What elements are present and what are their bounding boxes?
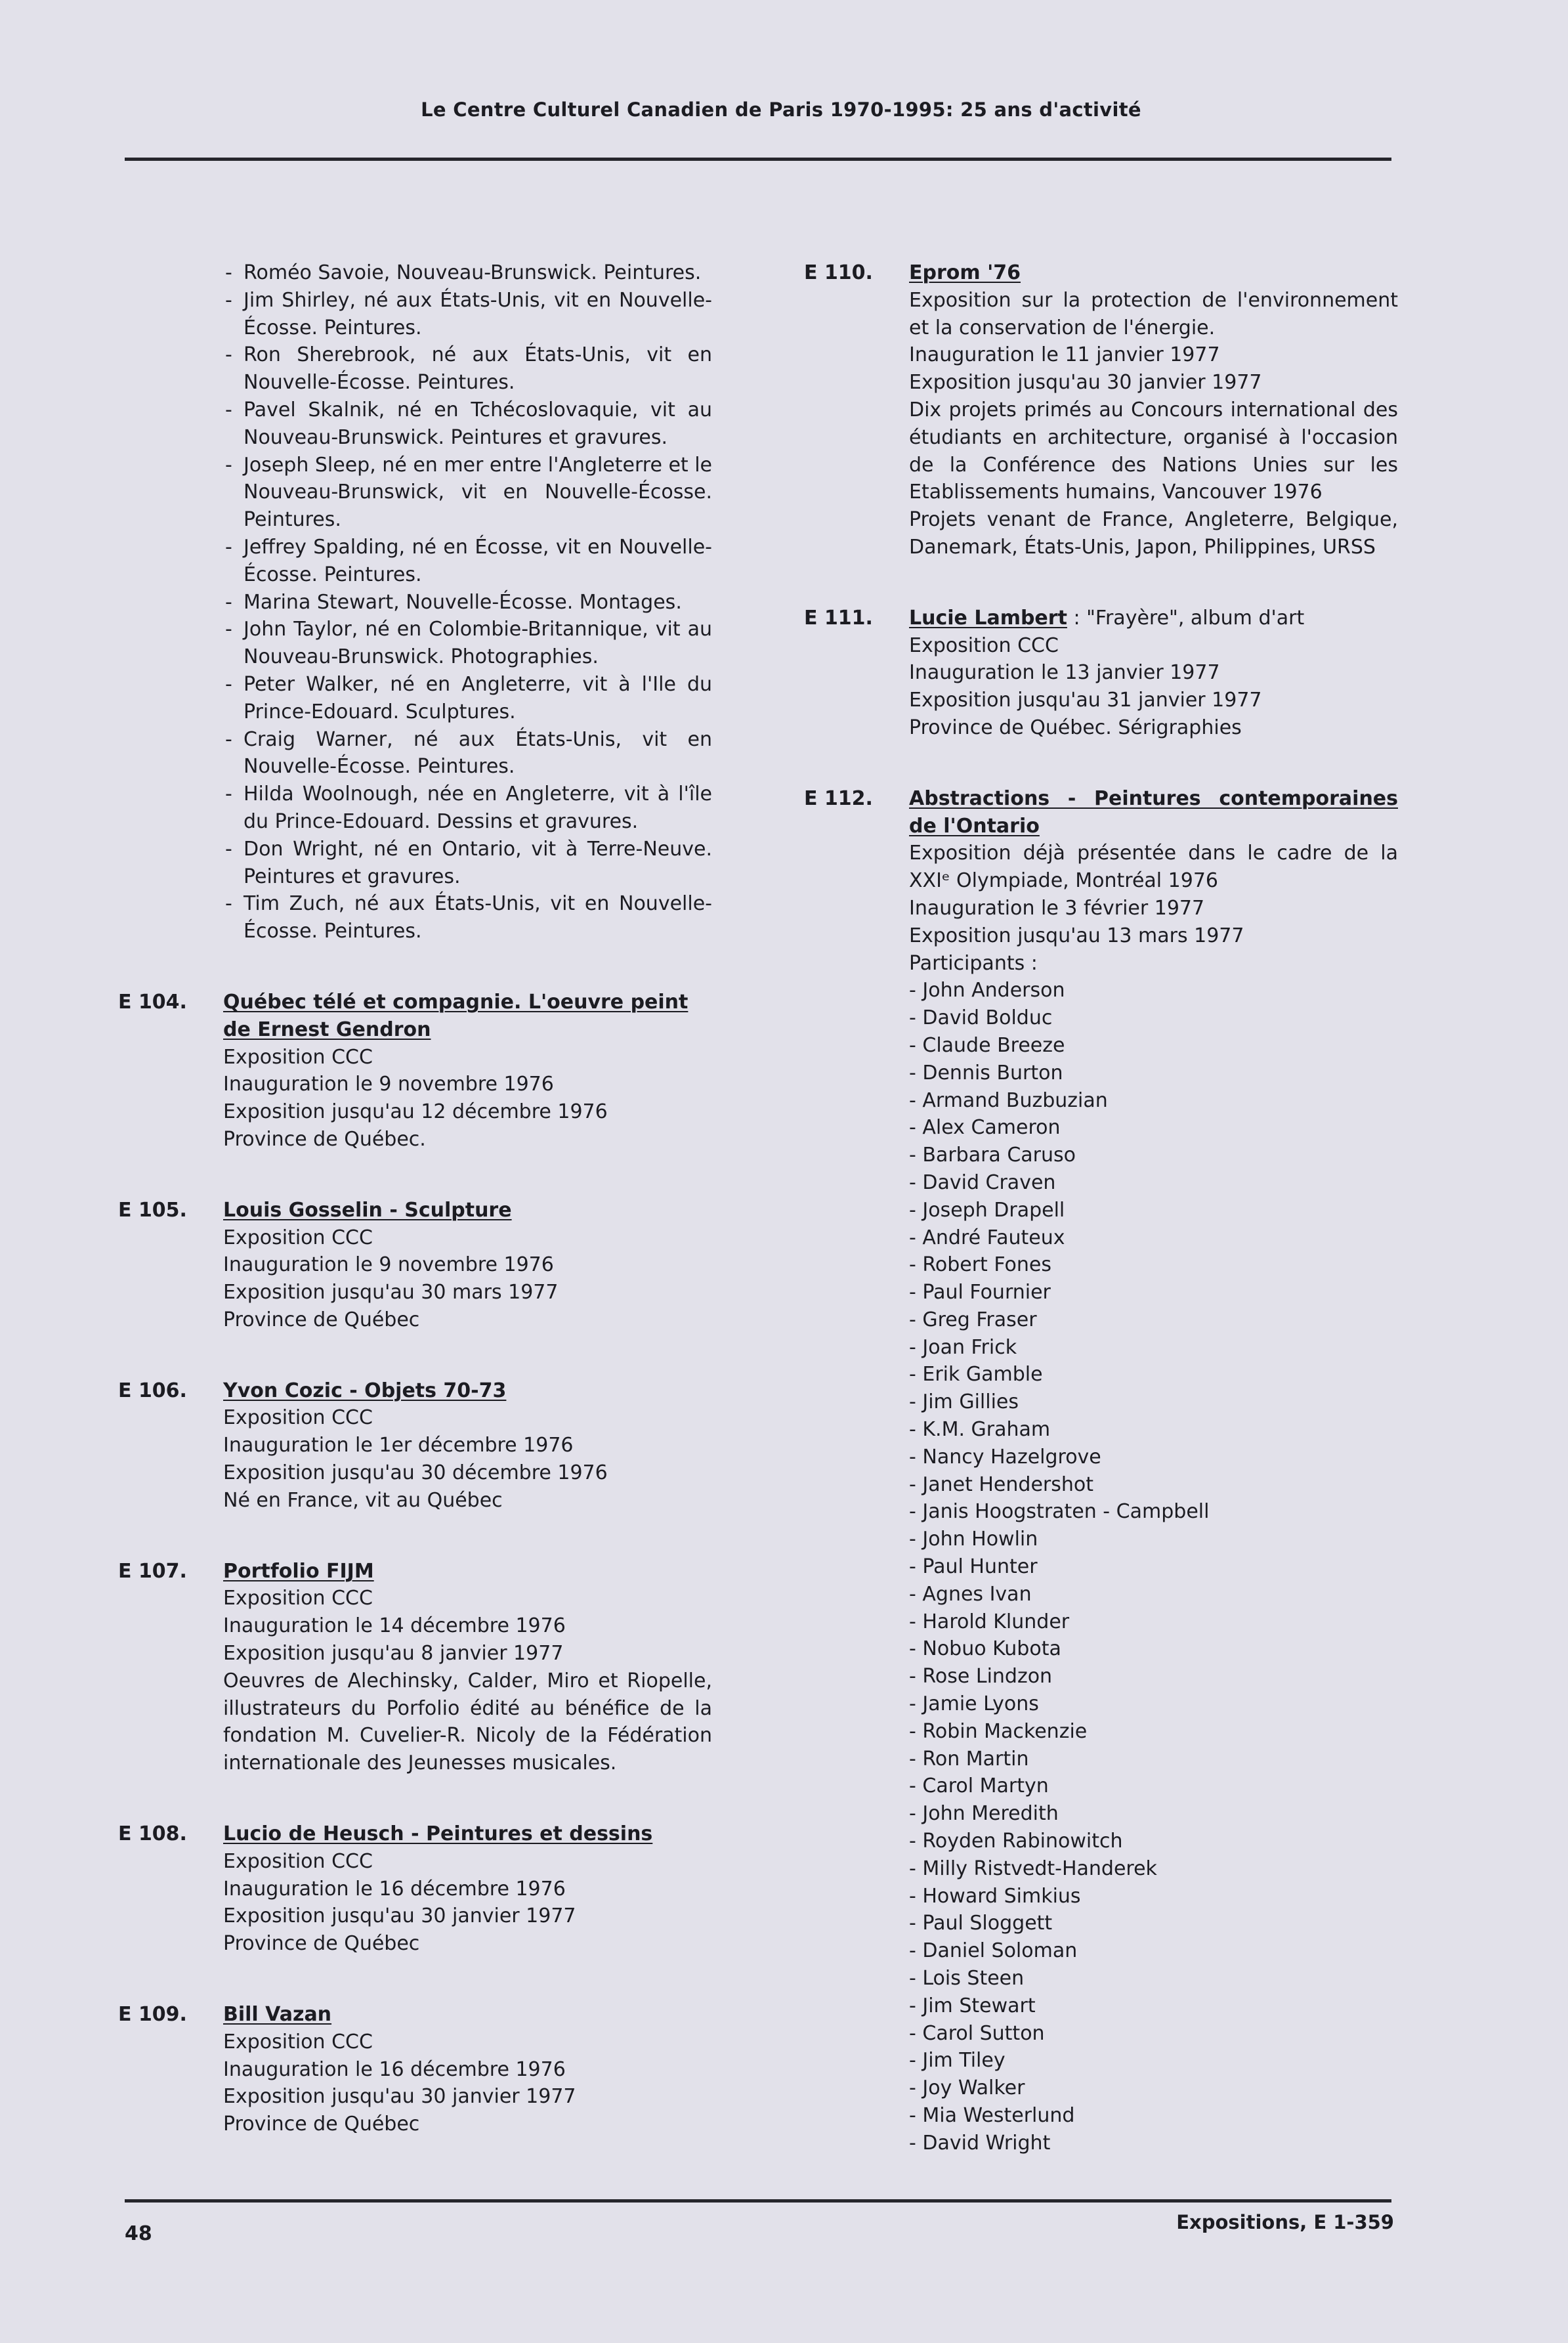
header-rule	[125, 158, 1391, 161]
list-item: - Carol Sutton	[909, 2020, 1398, 2048]
entry-title: Québec télé et compagnie. L'oeuvre peint de Ernest Gendron	[223, 990, 689, 1041]
list-item: - Jim Shirley, né aux États-Unis, vit en Nouvelle-Écosse. Peintures.	[223, 287, 712, 342]
entry-line: Exposition jusqu'au 13 mars 1977	[909, 924, 1244, 947]
left-column	[118, 259, 712, 2182]
list-item: - Mia Westerlund	[909, 2102, 1398, 2130]
footer-rule	[125, 2199, 1391, 2203]
entry-e109	[118, 2001, 712, 2138]
entry-title: Lucio de Heusch - Peintures et dessins	[223, 1822, 653, 1846]
list-item: - David Craven	[909, 1169, 1398, 1197]
entry-line: Province de Québec. Sérigraphies	[909, 716, 1242, 739]
list-item: - Agnes Ivan	[909, 1581, 1398, 1608]
entry-body	[909, 605, 1398, 742]
list-item: - Tim Zuch, né aux États-Unis, vit en Nouvelle-Écosse. Peintures.	[223, 890, 712, 945]
list-item: - John Howlin	[909, 1526, 1398, 1553]
list-item: - John Taylor, né en Colombie-Britannique, vit au Nouveau-Brunswick. Photographies.	[223, 616, 712, 671]
entry-body	[223, 1820, 712, 1958]
entry-line: Exposition CCC	[223, 1045, 373, 1069]
list-item: - Claude Breeze	[909, 1032, 1398, 1060]
entry-paragraph: Dix projets primés au Concours international des étudiants en architecture, organisé à l'occasion de la Conférence des Nations Unies sur les Etablissements humains, Vancouver 1976	[909, 398, 1398, 504]
entry-line: Exposition jusqu'au 30 janvier 1977	[223, 2085, 576, 2109]
list-item: - Joan Frick	[909, 1334, 1398, 1362]
list-item: - Rose Lindzon	[909, 1663, 1398, 1690]
footer-section: Expositions, E 1-359	[1176, 2211, 1394, 2233]
entry-body	[909, 785, 1398, 2157]
list-item: - Jeffrey Spalding, né en Écosse, vit en Nouvelle-Écosse. Peintures.	[223, 534, 712, 589]
list-item: - Lois Steen	[909, 1965, 1398, 1992]
entry-line: Exposition CCC	[223, 1226, 373, 1249]
list-item: - John Anderson	[909, 977, 1398, 1004]
entry-line: Exposition jusqu'au 8 janvier 1977	[223, 1642, 564, 1666]
entry-line: Exposition jusqu'au 30 mars 1977	[223, 1281, 559, 1304]
entry-line: Exposition jusqu'au 30 janvier 1977	[909, 371, 1262, 395]
continuation-list	[223, 259, 712, 945]
list-item: - Alex Cameron	[909, 1114, 1398, 1142]
entry-id: E 109.	[118, 2003, 187, 2027]
entry-line: Inauguration le 9 novembre 1976	[223, 1253, 554, 1277]
entry-body	[223, 1197, 712, 1334]
entry-id: E 111.	[804, 606, 873, 630]
list-item: - David Wright	[909, 2130, 1398, 2157]
list-item: - Nancy Hazelgrove	[909, 1444, 1398, 1471]
list-item: - Daniel Soloman	[909, 1937, 1398, 1965]
entry-line: Inauguration le 9 novembre 1976	[223, 1073, 554, 1096]
list-item: - Greg Fraser	[909, 1306, 1398, 1334]
entry-e105	[118, 1197, 712, 1334]
list-item: - Jim Stewart	[909, 1992, 1398, 2020]
list-item: - Paul Sloggett	[909, 1910, 1398, 1937]
entry-paragraph: Exposition sur la protection de l'environnement et la conservation de l'énergie.	[909, 288, 1398, 339]
list-item: - Armand Buzbuzian	[909, 1087, 1398, 1115]
entry-body	[909, 259, 1398, 561]
entry-line: Exposition jusqu'au 30 décembre 1976	[223, 1461, 608, 1485]
list-item: - Robert Fones	[909, 1251, 1398, 1279]
entry-e111	[804, 605, 1398, 742]
page-number: 48	[125, 2222, 152, 2245]
entry-line: Inauguration le 14 décembre 1976	[223, 1614, 566, 1638]
list-item: - Joseph Drapell	[909, 1197, 1398, 1224]
list-item: - Craig Warner, né aux États-Unis, vit en Nouvelle-Écosse. Peintures.	[223, 726, 712, 781]
entry-paragraph: Oeuvres de Alechinsky, Calder, Miro et Riopelle, illustrateurs du Porfolio édité au bénéfice de la fondation M. Cuvelier-R. Nicoly de la Fédération internationale des Jeunesses musicales.	[223, 1669, 712, 1775]
entry-body	[223, 1558, 712, 1777]
entry-e107	[118, 1558, 712, 1777]
list-item: - Barbara Caruso	[909, 1142, 1398, 1169]
entry-title: Lucie Lambert	[909, 606, 1067, 630]
entry-line: Province de Québec	[223, 2113, 420, 2136]
entry-line: Participants :	[909, 951, 1038, 975]
list-item: - Milly Ristvedt-Handerek	[909, 1855, 1398, 1883]
list-item: - Janet Hendershot	[909, 1471, 1398, 1499]
list-item: - Paul Fournier	[909, 1279, 1398, 1306]
entry-body	[223, 2001, 712, 2138]
entry-id: E 110.	[804, 261, 873, 284]
entry-line: Province de Québec	[223, 1932, 420, 1956]
entry-line: Exposition CCC	[223, 1587, 373, 1610]
entry-title: Louis Gosselin - Sculpture	[223, 1198, 512, 1222]
list-item: - Janis Hoogstraten - Campbell	[909, 1498, 1398, 1526]
entry-line: Exposition jusqu'au 30 janvier 1977	[223, 1904, 576, 1928]
entry-subtitle: : "Frayère", album d'art	[1067, 606, 1305, 630]
entry-title: Bill Vazan	[223, 2003, 332, 2027]
entry-id: E 105.	[118, 1198, 187, 1222]
list-item: - Carol Martyn	[909, 1773, 1398, 1800]
participants-list	[909, 977, 1398, 2157]
list-item: - Robin Mackenzie	[909, 1718, 1398, 1746]
entry-e108	[118, 1820, 712, 1958]
entry-line: Inauguration le 1er décembre 1976	[223, 1434, 574, 1457]
entry-id: E 104.	[118, 990, 187, 1014]
list-item: - Nobuo Kubota	[909, 1635, 1398, 1663]
entry-body	[223, 1377, 712, 1515]
entry-paragraph: Projets venant de France, Angleterre, Belgique, Danemark, États-Unis, Japon, Philippines, URSS	[909, 508, 1398, 559]
entry-id: E 107.	[118, 1559, 187, 1583]
list-item: - Paul Hunter	[909, 1553, 1398, 1581]
entry-id: E 112.	[804, 786, 873, 810]
list-item: - Joy Walker	[909, 2074, 1398, 2102]
list-item: - Jim Tiley	[909, 2047, 1398, 2074]
entry-id: E 108.	[118, 1822, 187, 1846]
entry-title: Abstractions - Peintures contemporaines de l'Ontario	[909, 786, 1398, 838]
entry-title: Yvon Cozic - Objets 70-73	[223, 1379, 507, 1402]
entry-line: Exposition CCC	[223, 1406, 373, 1430]
entry-line: Né en France, vit au Québec	[223, 1488, 503, 1512]
list-item: - Jim Gillies	[909, 1388, 1398, 1416]
entry-e106	[118, 1377, 712, 1515]
entry-line: Inauguration le 13 janvier 1977	[909, 661, 1220, 685]
right-column	[804, 259, 1398, 2201]
entry-line: Exposition jusqu'au 31 janvier 1977	[909, 689, 1262, 712]
entry-title: Eprom '76	[909, 261, 1021, 284]
entry-line: Province de Québec	[223, 1308, 420, 1331]
list-item: - Harold Klunder	[909, 1608, 1398, 1636]
list-item: - Ron Martin	[909, 1746, 1398, 1773]
list-item: - Don Wright, né en Ontario, vit à Terre-Neuve. Peintures et gravures.	[223, 836, 712, 891]
list-item: - Ron Sherebrook, né aux États-Unis, vit en Nouvelle-Écosse. Peintures.	[223, 341, 712, 397]
list-item: - David Bolduc	[909, 1004, 1398, 1032]
list-item: - Roméo Savoie, Nouveau-Brunswick. Peintures.	[223, 259, 712, 287]
entry-line: Exposition jusqu'au 12 décembre 1976	[223, 1100, 608, 1124]
list-item: - K.M. Graham	[909, 1416, 1398, 1444]
entry-line: Inauguration le 16 décembre 1976	[223, 1877, 566, 1901]
entry-id: E 106.	[118, 1379, 187, 1402]
entry-paragraph: Exposition déjà présentée dans le cadre de la XXIᵉ Olympiade, Montréal 1976	[909, 842, 1398, 893]
list-item: - Joseph Sleep, né en mer entre l'Angleterre et le Nouveau-Brunswick, vit en Nouvelle-Écosse. Peintures.	[223, 452, 712, 534]
list-item: - Erik Gamble	[909, 1361, 1398, 1388]
list-item: - Howard Simkius	[909, 1883, 1398, 1910]
entry-e112	[804, 785, 1398, 2157]
entry-body	[223, 989, 712, 1153]
list-item: - Dennis Burton	[909, 1060, 1398, 1087]
page-header-title: Le Centre Culturel Canadien de Paris 1970-1995: 25 ans d'activité	[421, 98, 1141, 121]
list-item: - Royden Rabinowitch	[909, 1828, 1398, 1855]
entry-line: Inauguration le 16 décembre 1976	[223, 2057, 566, 2081]
entry-title: Portfolio FIJM	[223, 1559, 374, 1583]
entry-line: Province de Québec.	[223, 1127, 426, 1151]
entry-line: Exposition CCC	[223, 1849, 373, 1873]
entry-line: Inauguration le 11 janvier 1977	[909, 343, 1220, 367]
entry-e104	[118, 989, 712, 1153]
entry-line: Exposition CCC	[909, 634, 1059, 657]
list-item: - John Meredith	[909, 1800, 1398, 1828]
list-item: - André Fauteux	[909, 1224, 1398, 1252]
list-item: - Marina Stewart, Nouvelle-Écosse. Montages.	[223, 589, 712, 616]
list-item: - Peter Walker, né en Angleterre, vit à l'Ile du Prince-Edouard. Sculptures.	[223, 671, 712, 726]
entry-line: Exposition CCC	[223, 2030, 373, 2053]
list-item: - Jamie Lyons	[909, 1690, 1398, 1718]
entry-line: Inauguration le 3 février 1977	[909, 896, 1205, 920]
list-item: - Pavel Skalnik, né en Tchécoslovaquie, vit au Nouveau-Brunswick. Peintures et gravures.	[223, 397, 712, 452]
entry-e110	[804, 259, 1398, 561]
list-item: - Hilda Woolnough, née en Angleterre, vit à l'île du Prince-Edouard. Dessins et gravures.	[223, 781, 712, 836]
